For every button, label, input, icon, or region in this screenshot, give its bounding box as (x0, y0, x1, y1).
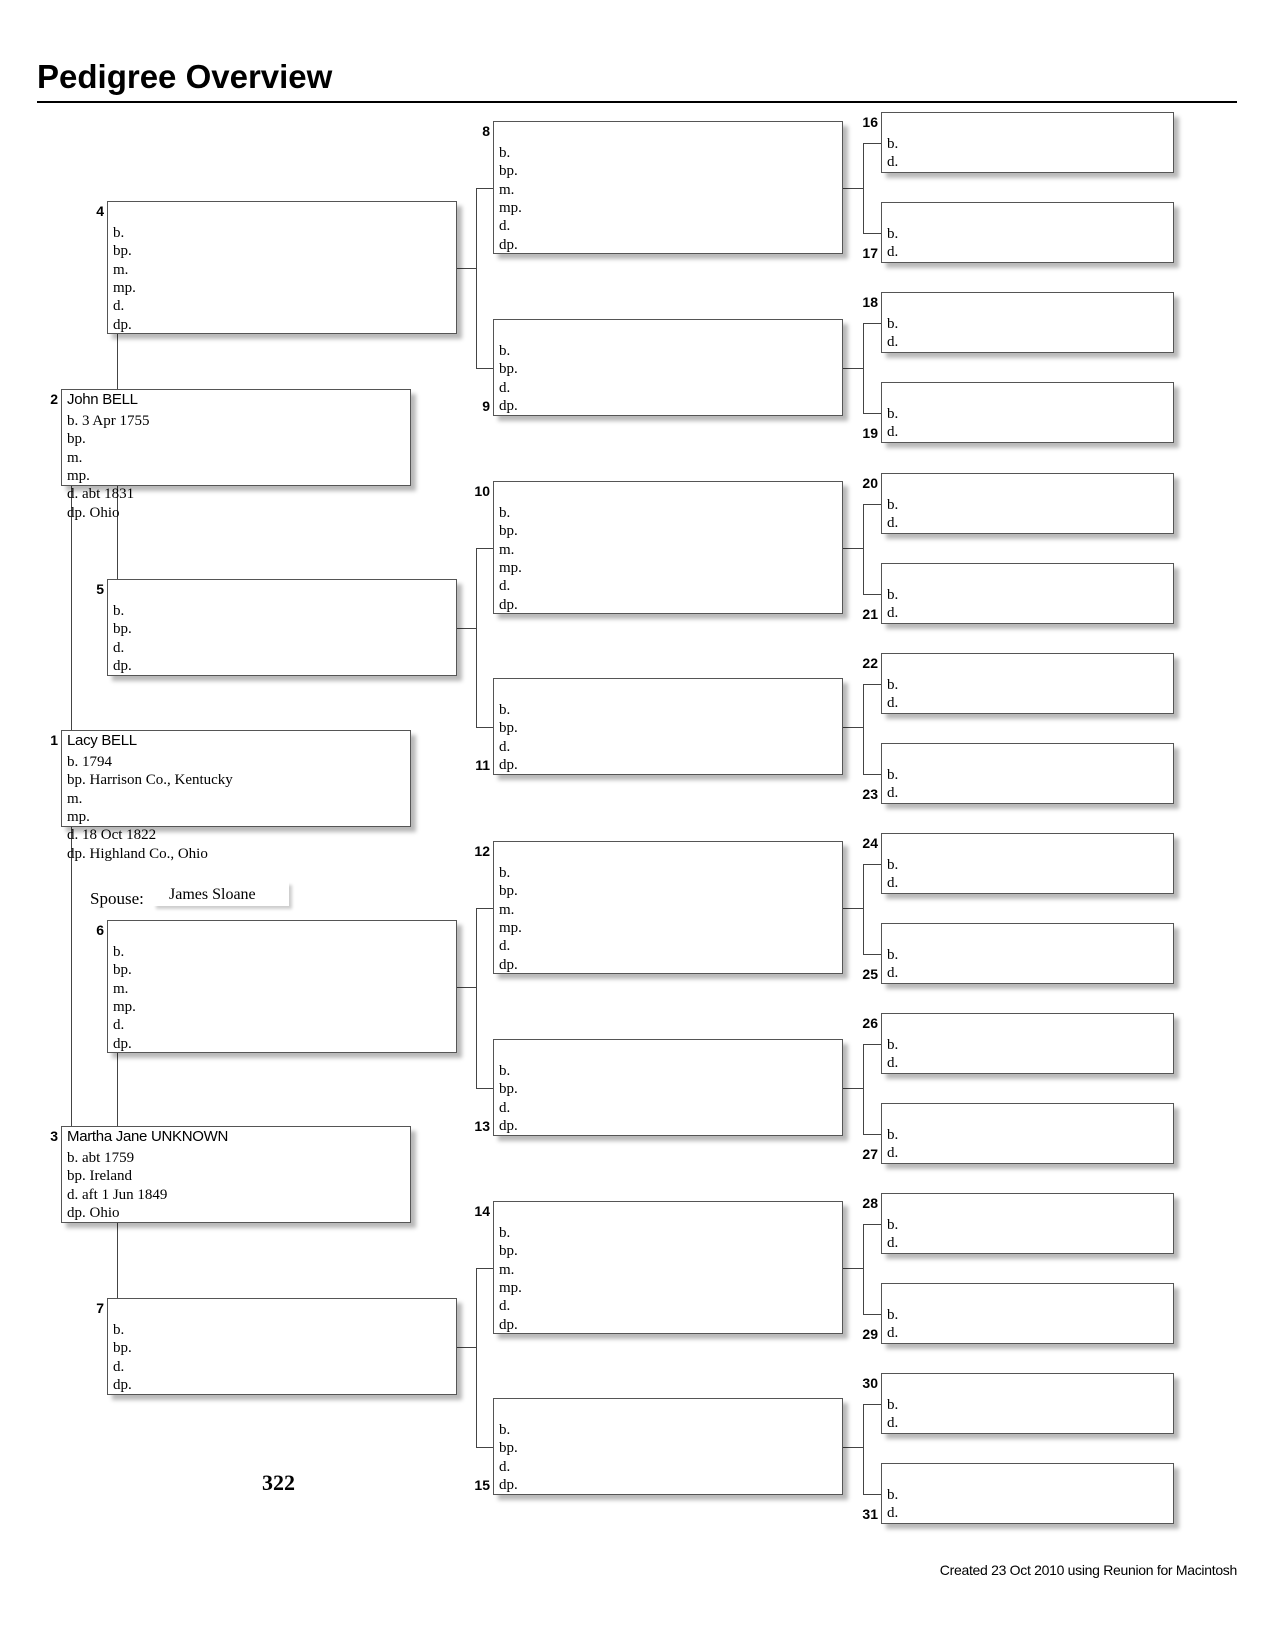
event-line: d. (499, 379, 511, 396)
person-box-27 (881, 1103, 1174, 1164)
person-number: 20 (862, 475, 878, 491)
person-box-21 (881, 563, 1174, 624)
connector-line (863, 684, 864, 775)
person-box-20 (881, 473, 1174, 534)
person-number: 28 (862, 1195, 878, 1211)
connector-line (863, 413, 881, 414)
connector-line (476, 908, 493, 909)
person-box-30 (881, 1373, 1174, 1434)
event-line: mp. (113, 279, 136, 296)
person-number: 13 (474, 1118, 490, 1134)
event-line: d. (499, 1298, 511, 1315)
event-line: b. (499, 505, 511, 521)
connector-line (117, 1053, 118, 1126)
person-number: 8 (482, 123, 490, 139)
event-line: d. (887, 334, 899, 351)
event-line: dp. (499, 397, 518, 414)
event-line: dp. (113, 316, 132, 333)
event-line: bp. (499, 361, 518, 378)
event-line: d. (887, 1055, 899, 1072)
event-line: bp. (499, 883, 518, 900)
person-box-1 (61, 730, 411, 862)
connector-line (863, 1134, 881, 1135)
person-number: 26 (862, 1015, 878, 1031)
connector-line (843, 1088, 863, 1089)
connector-line (863, 1404, 864, 1495)
event-line: d. (113, 298, 125, 315)
connector-line (863, 323, 864, 414)
person-number: 1 (50, 732, 58, 748)
event-line: b. (887, 1217, 899, 1233)
person-box-28 (881, 1193, 1174, 1254)
person-number: 16 (862, 114, 878, 130)
event-line: m. (499, 181, 515, 198)
event-line: b. (887, 406, 899, 422)
event-line: m. (499, 1261, 515, 1278)
event-line: bp. Ireland (67, 1168, 132, 1185)
spouse-label: Spouse: (90, 889, 144, 908)
connector-line (863, 504, 864, 595)
event-line: dp. (499, 1316, 518, 1333)
event-line: d. aft 1 Jun 1849 (67, 1186, 168, 1203)
person-number: 4 (96, 203, 104, 219)
event-line: b. (499, 343, 511, 359)
event-line: d. (887, 695, 899, 712)
event-line: d. (887, 1235, 899, 1252)
event-line: b. (113, 1322, 125, 1338)
person-name: John BELL (67, 391, 138, 408)
event-line: m. (499, 901, 515, 918)
event-line: d. (499, 218, 511, 235)
person-box-6 (107, 920, 457, 1053)
event-line: bp. (113, 243, 132, 260)
event-line: dp. (499, 596, 518, 613)
event-line: b. (499, 1422, 511, 1438)
person-number: 3 (50, 1128, 58, 1144)
event-line: mp. (499, 1279, 522, 1296)
event-line: bp. Harrison Co., Kentucky (67, 772, 233, 789)
event-line: mp. (499, 199, 522, 216)
person-box-8 (493, 121, 843, 254)
event-line: b. abt 1759 (67, 1150, 135, 1166)
event-line: m. (499, 541, 515, 558)
connector-line (457, 268, 476, 269)
event-line: b. 1794 (67, 754, 112, 770)
connector-line (843, 908, 863, 909)
event-line: mp. (113, 998, 136, 1015)
person-box-7 (107, 1298, 457, 1395)
connector-line (476, 1447, 493, 1448)
connector-line (476, 908, 477, 1089)
event-line: mp. (67, 808, 90, 825)
event-line: dp. Highland Co., Ohio (67, 845, 208, 862)
event-line: mp. (67, 467, 90, 484)
event-line: b. (113, 603, 125, 619)
person-number: 5 (96, 581, 104, 597)
event-line: b. (887, 1487, 899, 1503)
person-number: 22 (862, 655, 878, 671)
person-number: 6 (96, 922, 104, 938)
connector-line (117, 1223, 118, 1298)
connector-line (843, 1268, 863, 1269)
event-line: bp. (499, 1440, 518, 1457)
event-line: d. (887, 785, 899, 802)
event-line: b. (887, 497, 899, 513)
event-line: b. (499, 702, 511, 718)
person-number: 10 (474, 483, 490, 499)
person-box-9 (493, 319, 843, 416)
event-line: bp. (113, 962, 132, 979)
event-line: dp. (113, 1376, 132, 1393)
person-number: 7 (96, 1300, 104, 1316)
event-line: bp. (113, 621, 132, 638)
event-line: dp. (113, 657, 132, 674)
connector-line (863, 864, 864, 955)
event-line: b. (499, 865, 511, 881)
event-line: mp. (499, 919, 522, 936)
connector-line (843, 368, 863, 369)
person-number: 24 (862, 835, 878, 851)
event-line: mp. (499, 559, 522, 576)
person-box-4 (107, 201, 457, 334)
connector-line (863, 504, 881, 505)
connector-line (476, 188, 493, 189)
event-line: bp. (67, 431, 86, 448)
person-box-29 (881, 1283, 1174, 1344)
event-line: b. (887, 857, 899, 873)
page-number: 322 (262, 1470, 295, 1495)
event-line: d. (113, 1017, 125, 1034)
connector-line (476, 368, 493, 369)
spouse-name-field (153, 882, 289, 906)
connector-line (476, 1268, 493, 1269)
event-line: b. (887, 316, 899, 332)
connector-line (476, 1268, 477, 1448)
connector-line (457, 1347, 476, 1348)
event-line: dp. (499, 236, 518, 253)
event-line: b. (887, 767, 899, 783)
person-box-11 (493, 678, 843, 775)
person-box-31 (881, 1463, 1174, 1524)
event-line: b. (887, 226, 899, 242)
connector-line (863, 323, 881, 324)
person-number: 17 (862, 245, 878, 261)
connector-line (476, 1088, 493, 1089)
connector-line (863, 1404, 881, 1405)
event-line: b. (887, 677, 899, 693)
connector-line (457, 987, 476, 988)
event-line: m. (67, 790, 83, 807)
person-number: 27 (862, 1146, 878, 1162)
event-line: dp. (499, 956, 518, 973)
person-number: 30 (862, 1375, 878, 1391)
event-line: m. (113, 980, 129, 997)
event-line: dp. Ohio (67, 504, 120, 521)
event-line: d. (113, 639, 125, 656)
connector-line (843, 727, 863, 728)
event-line: b. (113, 225, 125, 241)
person-box-2 (61, 389, 411, 521)
event-line: d. (887, 515, 899, 532)
connector-line (863, 1044, 881, 1045)
event-line: d. (887, 1505, 899, 1522)
person-number: 9 (482, 398, 490, 414)
event-line: b. (887, 1307, 899, 1323)
event-line: dp. (499, 1476, 518, 1493)
person-box-10 (493, 481, 843, 614)
connector-line (843, 188, 863, 189)
event-line: bp. (113, 1340, 132, 1357)
event-line: b. (499, 1225, 511, 1241)
person-number: 11 (475, 757, 490, 773)
event-line: d. (499, 1099, 511, 1116)
person-number: 21 (862, 606, 878, 622)
connector-line (843, 1447, 863, 1448)
person-number: 29 (862, 1326, 878, 1342)
person-box-13 (493, 1039, 843, 1136)
person-box-22 (881, 653, 1174, 714)
connector-line (476, 188, 477, 369)
connector-line (863, 594, 881, 595)
connector-line (117, 334, 118, 389)
event-line: d. (887, 1325, 899, 1342)
event-line: d. (887, 1415, 899, 1432)
event-line: d. (887, 605, 899, 622)
event-line: d. abt 1831 (67, 486, 135, 503)
event-line: b. (887, 1037, 899, 1053)
person-box-5 (107, 579, 457, 676)
event-line: dp. Ohio (67, 1204, 120, 1221)
person-box-25 (881, 923, 1174, 984)
event-line: d. (887, 154, 899, 171)
person-box-17 (881, 202, 1174, 263)
event-line: bp. (499, 1243, 518, 1260)
person-number: 14 (474, 1203, 490, 1219)
footer-credit: Created 23 Oct 2010 using Reunion for Macintosh (939, 1562, 1237, 1578)
event-line: dp. (499, 1117, 518, 1134)
connector-line (457, 628, 476, 629)
event-line: bp. (499, 523, 518, 540)
person-number: 25 (862, 966, 878, 982)
connector-line (863, 954, 881, 955)
connector-line (843, 548, 863, 549)
connector-line (863, 1314, 881, 1315)
person-number: 18 (862, 294, 878, 310)
event-line: bp. (499, 163, 518, 180)
event-line: d. (113, 1358, 125, 1375)
event-line: bp. (499, 720, 518, 737)
connector-line (863, 233, 881, 234)
event-line: d. (887, 424, 899, 441)
connector-line (863, 1224, 864, 1315)
person-box-19 (881, 382, 1174, 443)
connector-line (863, 1494, 881, 1495)
event-line: dp. (113, 1035, 132, 1052)
event-line: b. (113, 944, 125, 960)
spouse-name: James Sloane (169, 886, 256, 903)
person-number: 12 (474, 843, 490, 859)
event-line: d. (499, 738, 511, 755)
person-box-15 (493, 1398, 843, 1495)
person-number: 31 (862, 1506, 878, 1522)
event-line: d. (887, 244, 899, 261)
event-line: m. (113, 261, 129, 278)
event-line: b. (887, 1397, 899, 1413)
person-box-24 (881, 833, 1174, 894)
person-number: 2 (50, 391, 58, 407)
connector-line (863, 143, 864, 234)
event-line: d. 18 Oct 1822 (67, 827, 157, 844)
connector-line (863, 1224, 881, 1225)
event-line: b. (887, 587, 899, 603)
page-title: Pedigree Overview (37, 58, 333, 95)
event-line: d. (499, 1458, 511, 1475)
event-line: b. (499, 1063, 511, 1079)
connector-line (476, 548, 477, 728)
event-line: b. (499, 145, 511, 161)
event-line: d. (499, 938, 511, 955)
connector-line (863, 1044, 864, 1135)
event-line: dp. (499, 756, 518, 773)
person-box-14 (493, 1201, 843, 1334)
event-line: bp. (499, 1081, 518, 1098)
person-name: Lacy BELL (67, 732, 137, 749)
person-number: 19 (862, 425, 878, 441)
person-number: 23 (862, 786, 878, 802)
event-line: d. (499, 578, 511, 595)
person-box-18 (881, 292, 1174, 353)
event-line: d. (887, 1145, 899, 1162)
person-box-3 (61, 1126, 411, 1223)
person-box-16 (881, 112, 1174, 173)
person-box-26 (881, 1013, 1174, 1074)
event-line: m. (67, 449, 83, 466)
event-line: b. 3 Apr 1755 (67, 413, 150, 429)
event-line: d. (887, 875, 899, 892)
person-box-23 (881, 743, 1174, 804)
person-name: Martha Jane UNKNOWN (67, 1128, 229, 1145)
event-line: d. (887, 965, 899, 982)
connector-line (476, 548, 493, 549)
person-box-12 (493, 841, 843, 974)
event-line: b. (887, 947, 899, 963)
connector-line (863, 864, 881, 865)
title-rule (37, 101, 1237, 103)
person-number: 15 (474, 1477, 490, 1493)
event-line: b. (887, 136, 899, 152)
event-line: b. (887, 1127, 899, 1143)
connector-line (863, 774, 881, 775)
connector-line (863, 143, 881, 144)
connector-line (476, 727, 493, 728)
connector-line (863, 684, 881, 685)
